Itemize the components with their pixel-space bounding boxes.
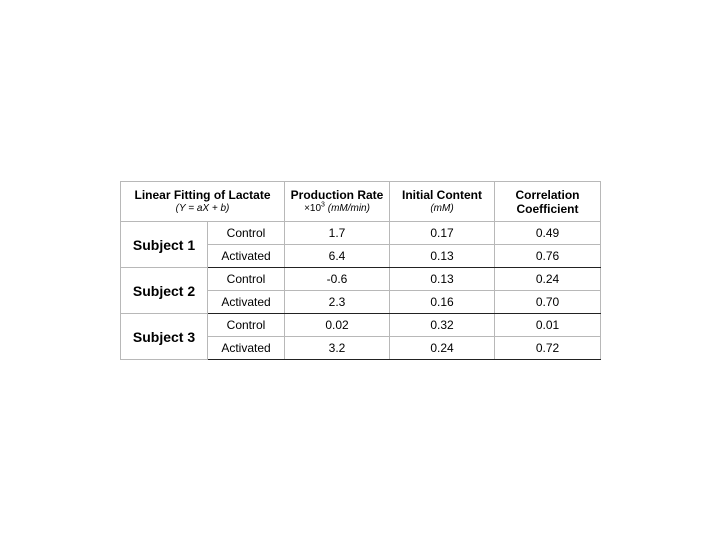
condition-cell: Activated [208,337,285,360]
subject-label: Subject 3 [121,314,208,360]
header-linear-fitting [121,182,285,222]
condition-cell: Control [208,314,285,337]
condition-cell: Activated [208,291,285,314]
production-rate-cell: -0.6 [285,268,390,291]
header-correlation-coefficient [495,182,601,222]
table-row [121,222,601,245]
correlation-cell: 0.24 [495,268,601,291]
production-rate-cell: 2.3 [285,291,390,314]
subject-label: Subject 2 [121,268,208,314]
table-row [121,314,601,337]
correlation-cell: 0.70 [495,291,601,314]
correlation-cell: 0.76 [495,245,601,268]
correlation-cell: 0.01 [495,314,601,337]
header-production-rate-title: Production Rate [290,188,384,202]
header-initial-content [390,182,495,222]
subject-label: Subject 1 [121,222,208,268]
correlation-cell: 0.72 [495,337,601,360]
initial-content-cell: 0.24 [390,337,495,360]
production-rate-cell: 3.2 [285,337,390,360]
header-linear-fitting-title: Linear Fitting of Lactate [134,188,271,202]
header-initial-content-title: Initial Content [402,188,483,202]
condition-cell: Control [208,268,285,291]
header-linear-fitting-formula: (Y = aX + b) [175,203,230,214]
table-row [121,268,601,291]
initial-content-cell: 0.13 [390,245,495,268]
header-correlation-line1: Correlation [515,187,580,202]
production-rate-cell: 0.02 [285,314,390,337]
header-production-rate-unit: (mM/min) [327,203,370,214]
condition-cell: Activated [208,245,285,268]
lactate-fitting-table [120,181,601,360]
initial-content-cell: 0.13 [390,268,495,291]
header-production-rate-exponent: 3 [321,201,325,209]
header-production-rate-multiplier: ×10 [304,203,322,214]
condition-cell: Control [208,222,285,245]
correlation-cell: 0.49 [495,222,601,245]
production-rate-cell: 6.4 [285,245,390,268]
initial-content-cell: 0.32 [390,314,495,337]
header-production-rate [285,182,390,222]
header-row [121,182,601,222]
header-initial-content-unit: (mM) [430,203,454,214]
initial-content-cell: 0.16 [390,291,495,314]
production-rate-cell: 1.7 [285,222,390,245]
header-correlation-line2: Coefficient [516,201,579,216]
initial-content-cell: 0.17 [390,222,495,245]
